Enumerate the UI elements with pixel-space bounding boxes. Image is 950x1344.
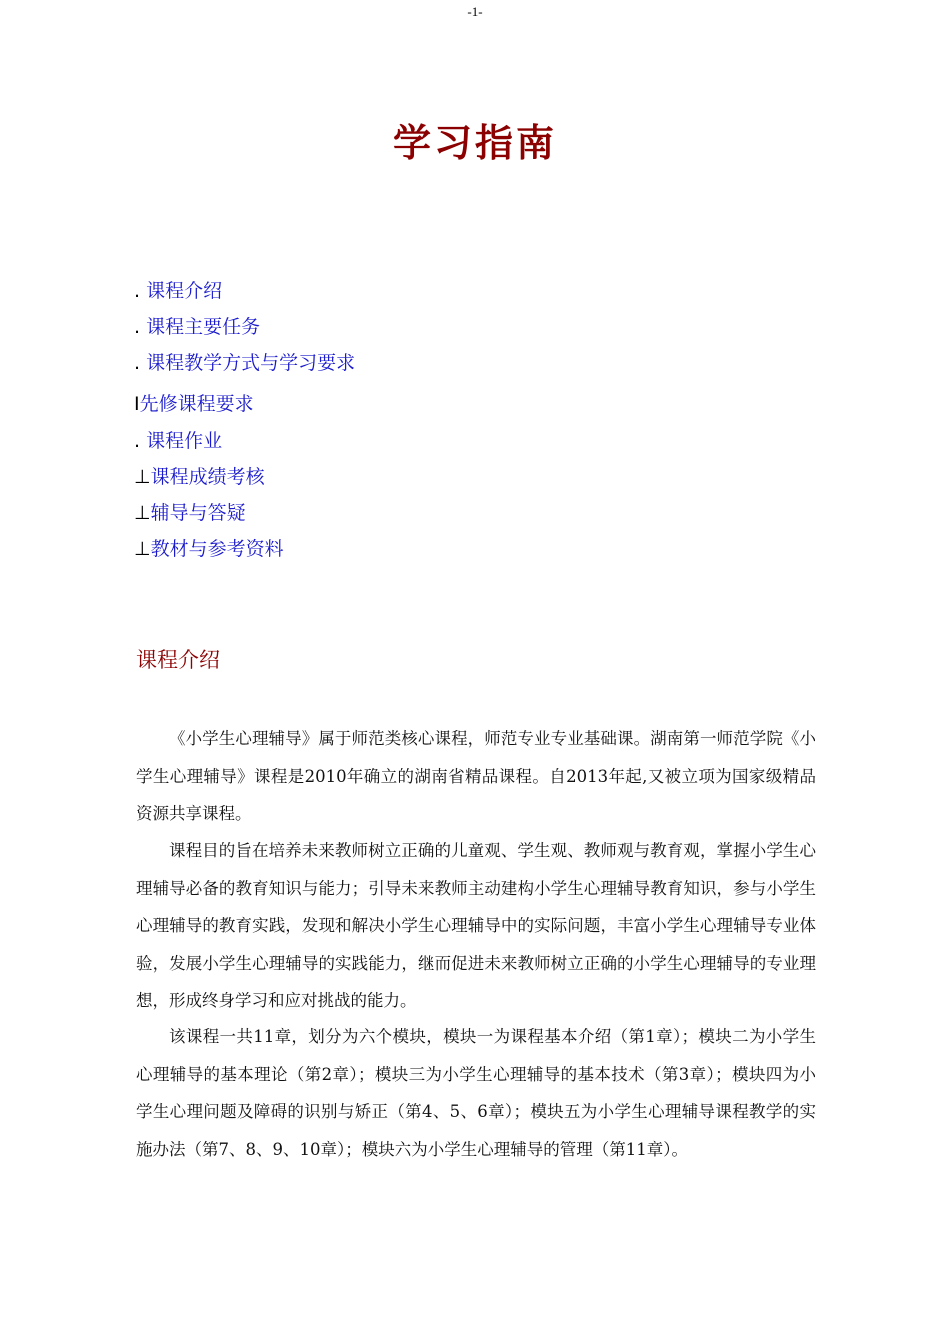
toc-marker: I xyxy=(134,393,140,415)
toc-label: 课程教学方式与学习要求 xyxy=(146,352,356,374)
toc-label: 课程作业 xyxy=(146,430,223,452)
toc-marker: . xyxy=(134,280,141,302)
toc-label: 课程主要任务 xyxy=(146,316,261,338)
page-title: 学习指南 xyxy=(392,121,557,165)
toc-marker: ⊥ xyxy=(134,502,151,524)
toc-marker: . xyxy=(134,430,141,452)
toc-item-grading[interactable] xyxy=(134,462,265,489)
paragraph: 该课程一共11章，划分为六个模块，模块一为课程基本介绍（第1章）；模块二为小学生心理辅导的基本理论（第2章）；模块三为小学生心理辅导的基本技术（第3章）；模块四为小学生心理问题及障碍的识别与矫正（第4、5、6章）；模块五为小学生心理辅导课程教学的实施办法（第7、8、9、10章）；模块六为小学生心理辅导的管理（第11章）。 xyxy=(136,1027,816,1159)
toc-item-tutoring[interactable] xyxy=(134,498,246,525)
toc-item-teaching-methods[interactable] xyxy=(134,348,355,375)
toc-item-main-tasks[interactable] xyxy=(134,312,260,339)
toc-item-course-intro[interactable] xyxy=(134,276,222,303)
toc-marker: ⊥ xyxy=(134,538,151,560)
paragraph: 《小学生心理辅导》属于师范类核心课程，师范专业专业基础课。湖南第一师范学院《小学生心理辅导》课程是2010年确立的湖南省精品课程。自2013年起,又被立项为国家级精品资源共享课程。 xyxy=(136,729,816,823)
toc-label: 先修课程要求 xyxy=(139,393,254,415)
toc-marker: ⊥ xyxy=(134,466,151,488)
toc-label: 课程介绍 xyxy=(146,280,223,302)
toc-label: 辅导与答疑 xyxy=(150,502,246,524)
toc-label: 课程成绩考核 xyxy=(150,466,265,488)
page-number: -1- xyxy=(467,4,483,19)
toc-item-assignments[interactable] xyxy=(134,426,222,453)
toc-marker: . xyxy=(134,352,141,374)
paragraph: 课程目的旨在培养未来教师树立正确的儿童观、学生观、教师观与教育观，掌握小学生心理辅导必备的教育知识与能力；引导未来教师主动建构小学生心理辅导教育知识，参与小学生心理辅导的教育实践，发现和解决小学生心理辅导中的实际问题，丰富小学生心理辅导专业体验，发展小学生心理辅导的实践能力，继而促进未来教师树立正确的小学生心理辅导的专业理想，形成终身学习和应对挑战的能力。 xyxy=(136,841,816,1010)
toc-label: 教材与参考资料 xyxy=(150,538,284,560)
toc-item-materials[interactable] xyxy=(134,534,284,561)
toc-item-prerequisites[interactable] xyxy=(134,389,254,416)
toc-marker: . xyxy=(134,316,141,338)
section-heading: 课程介绍 xyxy=(136,648,220,672)
